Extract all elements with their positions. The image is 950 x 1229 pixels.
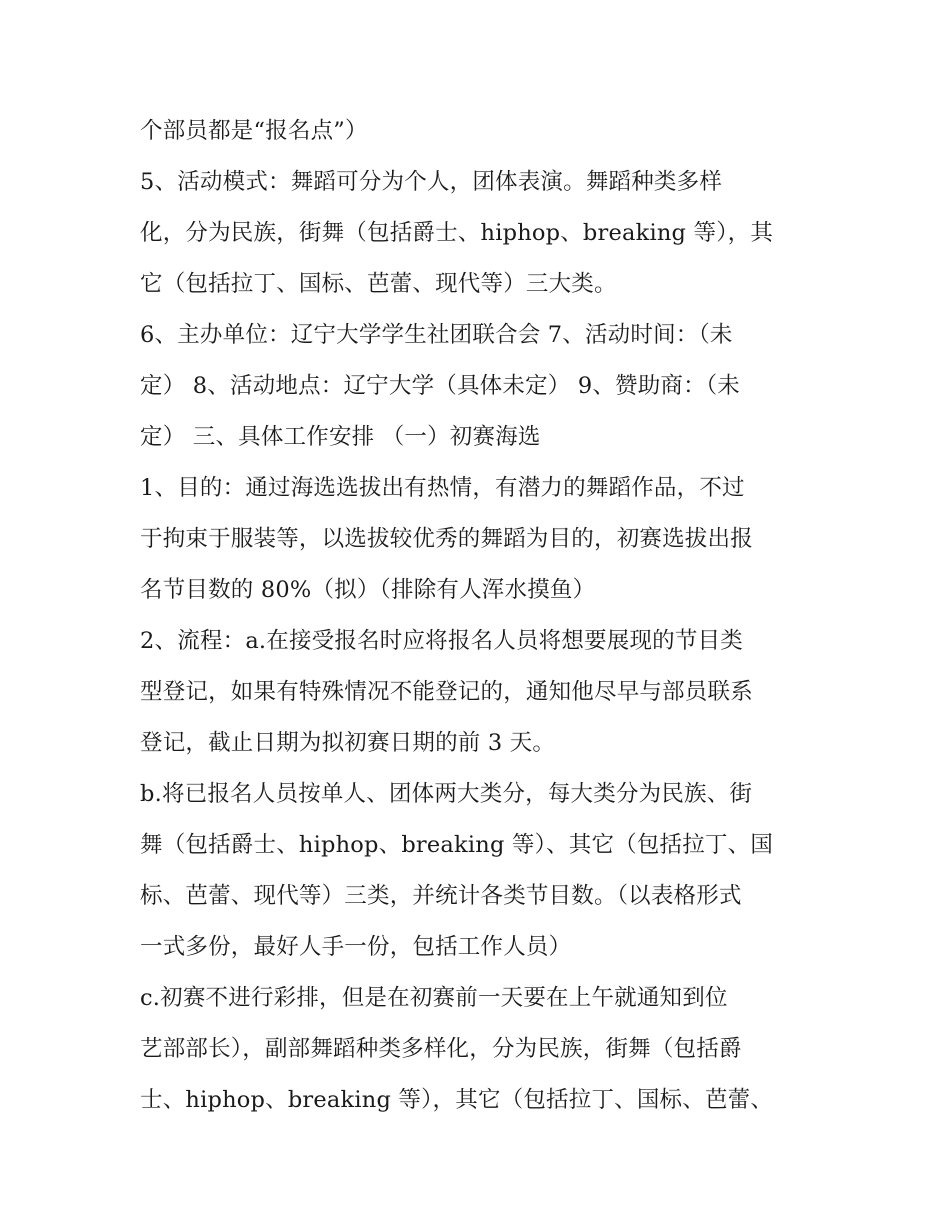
text-line: 艺部部长），副部舞蹈种类多样化，分为民族，街舞（包括爵	[140, 1036, 742, 1062]
text-line: 它（包括拉丁、国标、芭蕾、现代等）三大类。	[140, 271, 617, 297]
text-line: 型登记，如果有特殊情况不能登记的，通知他尽早与部员联系	[140, 679, 753, 705]
text-line: 登记，截止日期为拟初赛日期的前 3 天。	[140, 730, 556, 756]
text-line: b.将已报名人员按单人、团体两大类分，每大类分为民族、街	[140, 781, 753, 807]
text-line: 2、流程：a.在接受报名时应将报名人员将想要展现的节目类	[140, 628, 743, 654]
text-line: 5、活动模式：舞蹈可分为个人，团体表演。舞蹈种类多样	[140, 169, 723, 195]
text-line: 化，分为民族，街舞（包括爵士、hiphop、breaking 等），其	[140, 220, 774, 246]
text-line: 于拘束于服装等，以选拔较优秀的舞蹈为目的，初赛选拔出报	[140, 526, 753, 552]
document-body	[140, 106, 820, 1126]
text-line: 定） 三、具体工作安排 （一）初赛海选	[140, 424, 541, 450]
text-line: 名节目数的 80%（拟）（排除有人浑水摸鱼）	[140, 577, 596, 603]
text-line: 标、芭蕾、现代等）三类，并统计各类节目数。（以表格形式	[140, 883, 742, 909]
text-line: 士、hiphop、breaking 等），其它（包括拉丁、国标、芭蕾、	[140, 1087, 774, 1113]
text-line: c.初赛不进行彩排，但是在初赛前一天要在上午就通知到位	[140, 985, 728, 1011]
text-line: 舞（包括爵士、hiphop、breaking 等）、其它（包括拉丁、国	[140, 832, 774, 858]
text-line: 一式多份，最好人手一份，包括工作人员）	[140, 934, 572, 960]
text-line: 定） 8、活动地点：辽宁大学（具体未定） 9、赞助商：（未	[140, 373, 740, 399]
text-line: 个部员都是“报名点”）	[140, 118, 368, 144]
text-line: 6、主办单位：辽宁大学学生社团联合会 7、活动时间：（未	[140, 322, 733, 348]
text-line: 1、目的：通过海选选拔出有热情，有潜力的舞蹈作品，不过	[140, 475, 745, 501]
